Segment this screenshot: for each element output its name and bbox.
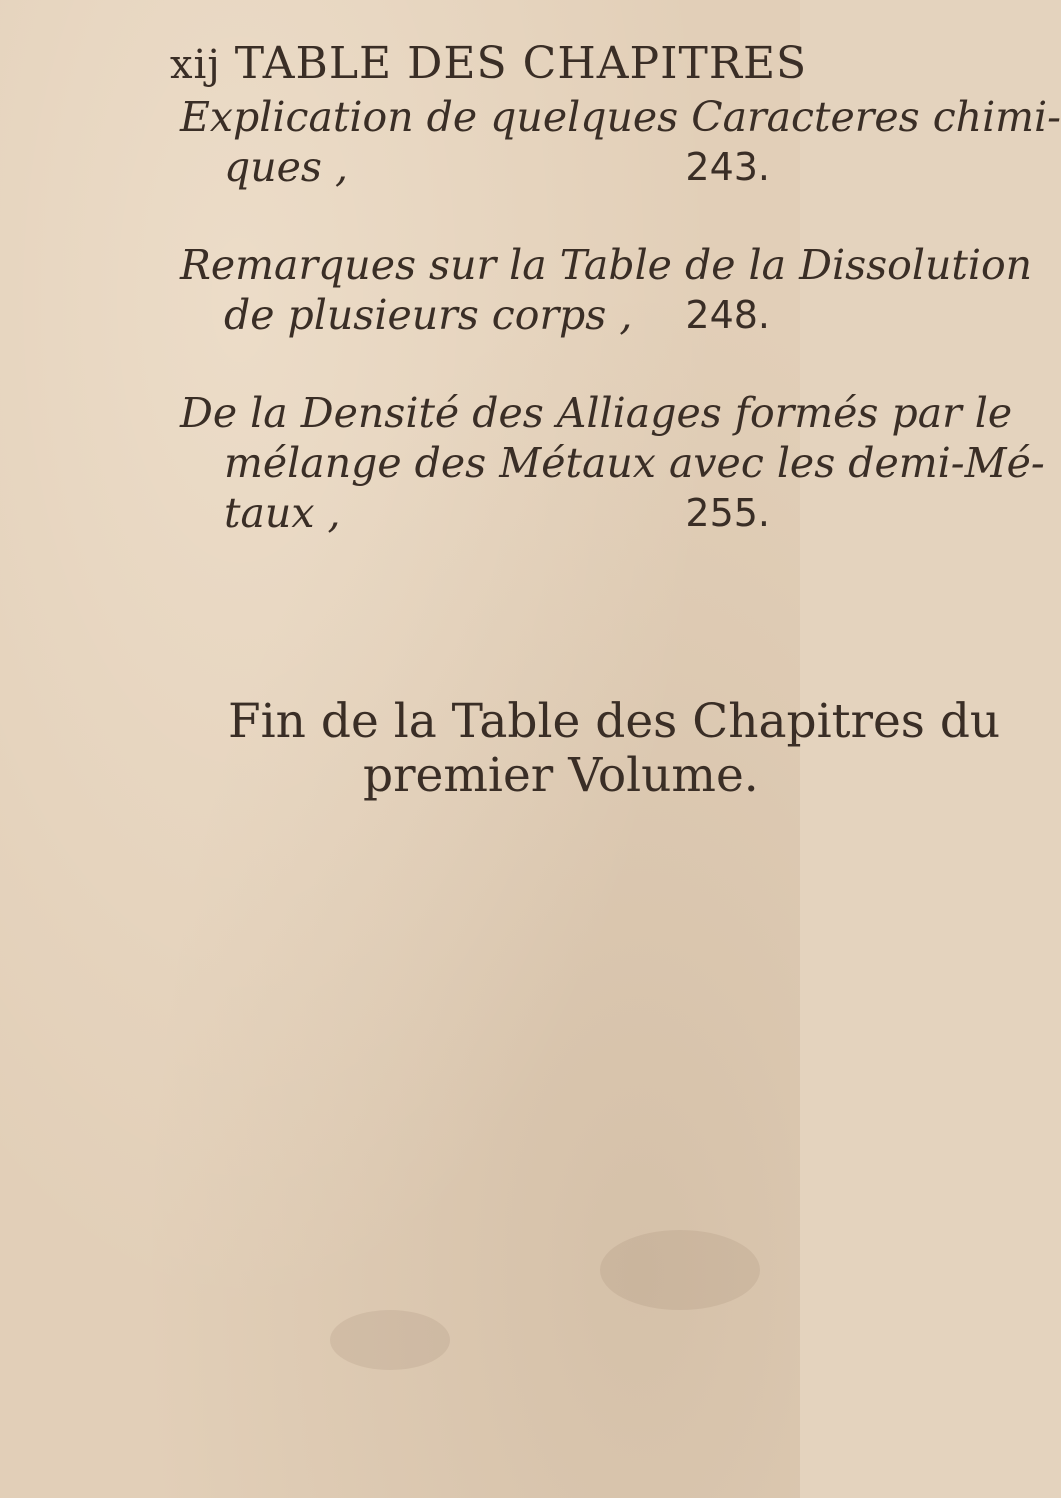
paper-stain <box>600 1230 760 1310</box>
closing-line: premier Volume. <box>363 748 759 803</box>
running-head <box>170 38 808 89</box>
paper-stain <box>330 1310 450 1370</box>
toc-entry-line <box>180 488 770 538</box>
page-header-title: TABLE DES CHAPITRES <box>234 38 808 89</box>
toc-entry <box>180 388 1045 538</box>
toc-entry-line: Remarques sur la Table de la Dissolution <box>180 241 1033 289</box>
toc-entry-line-text: de plusieurs corps , <box>224 291 633 339</box>
toc-page-number: 243. <box>685 145 770 189</box>
toc-page-number: 248. <box>685 293 770 337</box>
closing-note <box>228 694 1001 803</box>
toc-page-number: 255. <box>685 491 770 535</box>
closing-line: Fin de la Table des Chapitres du <box>228 694 1001 749</box>
page-folio: xij <box>170 42 221 88</box>
toc-entry-line <box>180 290 770 340</box>
toc-entry <box>180 240 1033 340</box>
toc-entry-line <box>180 142 770 192</box>
toc-entry-line-text: taux , <box>224 489 341 537</box>
toc-entry-line: De la Densité des Alliages formés par le <box>180 389 1013 437</box>
toc-entry-line-text: ques , <box>224 143 349 191</box>
toc-entry <box>180 92 1061 192</box>
toc-entry-line: Explication de quelques Caracteres chimi- <box>180 93 1061 141</box>
toc-entry-line: mélange des Métaux avec les demi-Mé- <box>224 439 1045 487</box>
